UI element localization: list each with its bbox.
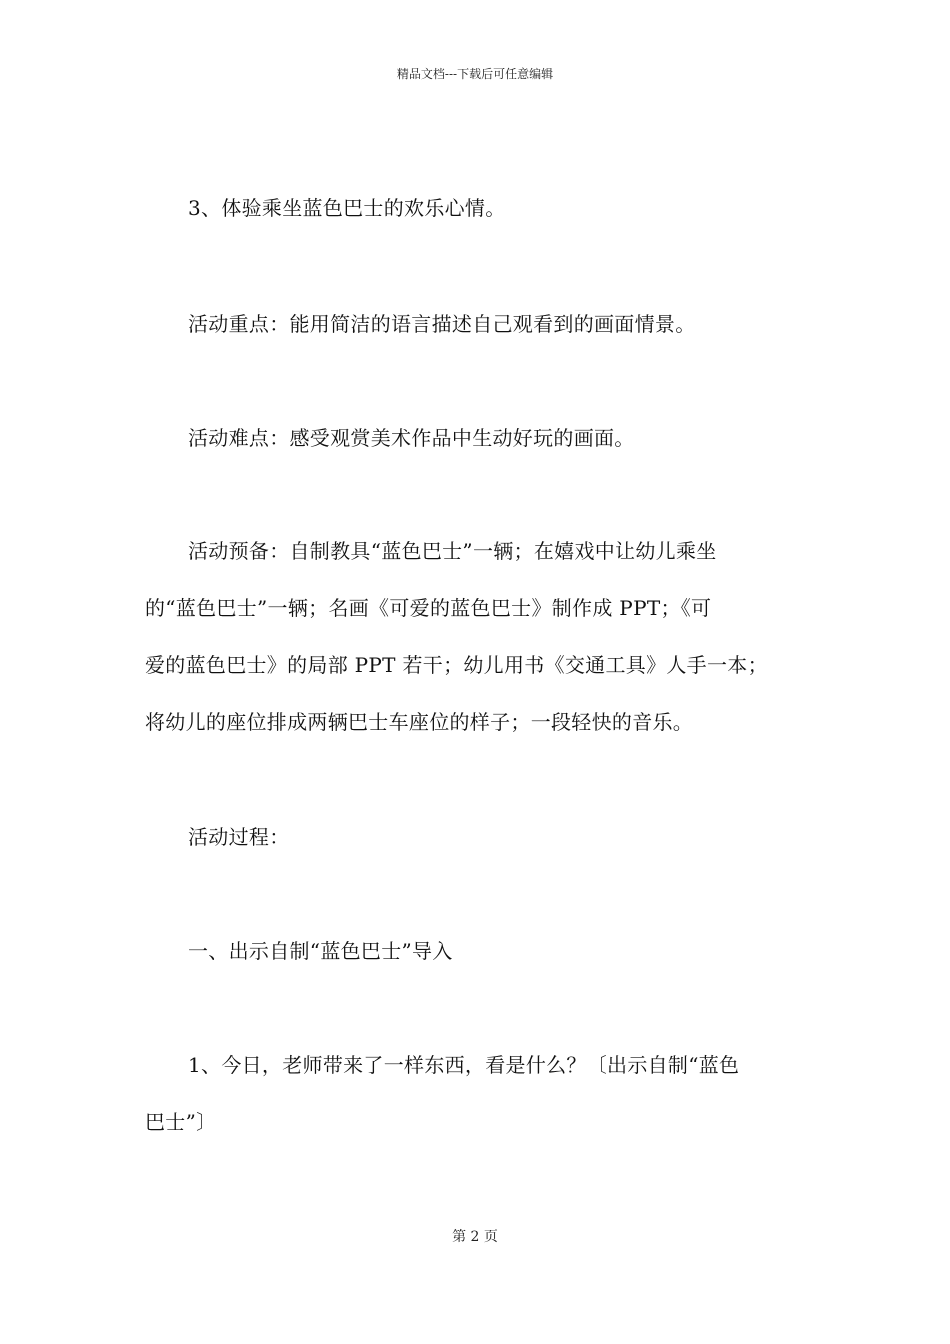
paragraph-preparation	[145, 537, 825, 765]
paragraph-key-point	[145, 310, 825, 367]
paragraph-line: 巴士”〕	[145, 1110, 217, 1134]
paragraph-section-1-heading	[145, 937, 825, 994]
paragraph-line: 将幼儿的座位排成两辆巴士车座位的样子；一段轻快的音乐。	[145, 710, 694, 734]
paragraph-line: 的“蓝色巴士”一辆；名画《可爱的蓝色巴士》制作成 PPT；《可	[145, 596, 712, 620]
paragraph-goal-3	[145, 194, 825, 251]
page-number: 第 2 页	[452, 1229, 498, 1245]
paragraph-line: 1、今日，老师带来了一样东西，看是什么？〔出示自制“蓝色	[188, 1053, 740, 1077]
paragraph-step-1	[145, 1051, 825, 1165]
paragraph-difficulty	[145, 424, 825, 481]
paragraph-process-heading	[145, 823, 825, 880]
paragraph-line: 3、体验乘坐蓝色巴士的欢乐心情。	[188, 196, 506, 220]
paragraph-line: 爱的蓝色巴士》的局部 PPT 若干；幼儿用书《交通工具》人手一本；	[145, 653, 768, 677]
paragraph-line: 活动预备：自制教具“蓝色巴士”一辆；在嬉戏中让幼儿乘坐	[188, 539, 717, 563]
paragraph-line: 活动难点：感受观赏美术作品中生动好玩的画面。	[188, 426, 635, 450]
page-header: 精品文档---下载后可任意编辑	[396, 67, 554, 81]
paragraph-line: 活动重点：能用简洁的语言描述自己观看到的画面情景。	[188, 312, 696, 336]
paragraph-line: 活动过程：	[188, 825, 290, 849]
paragraph-line: 一、出示自制“蓝色巴士”导入	[188, 939, 453, 963]
